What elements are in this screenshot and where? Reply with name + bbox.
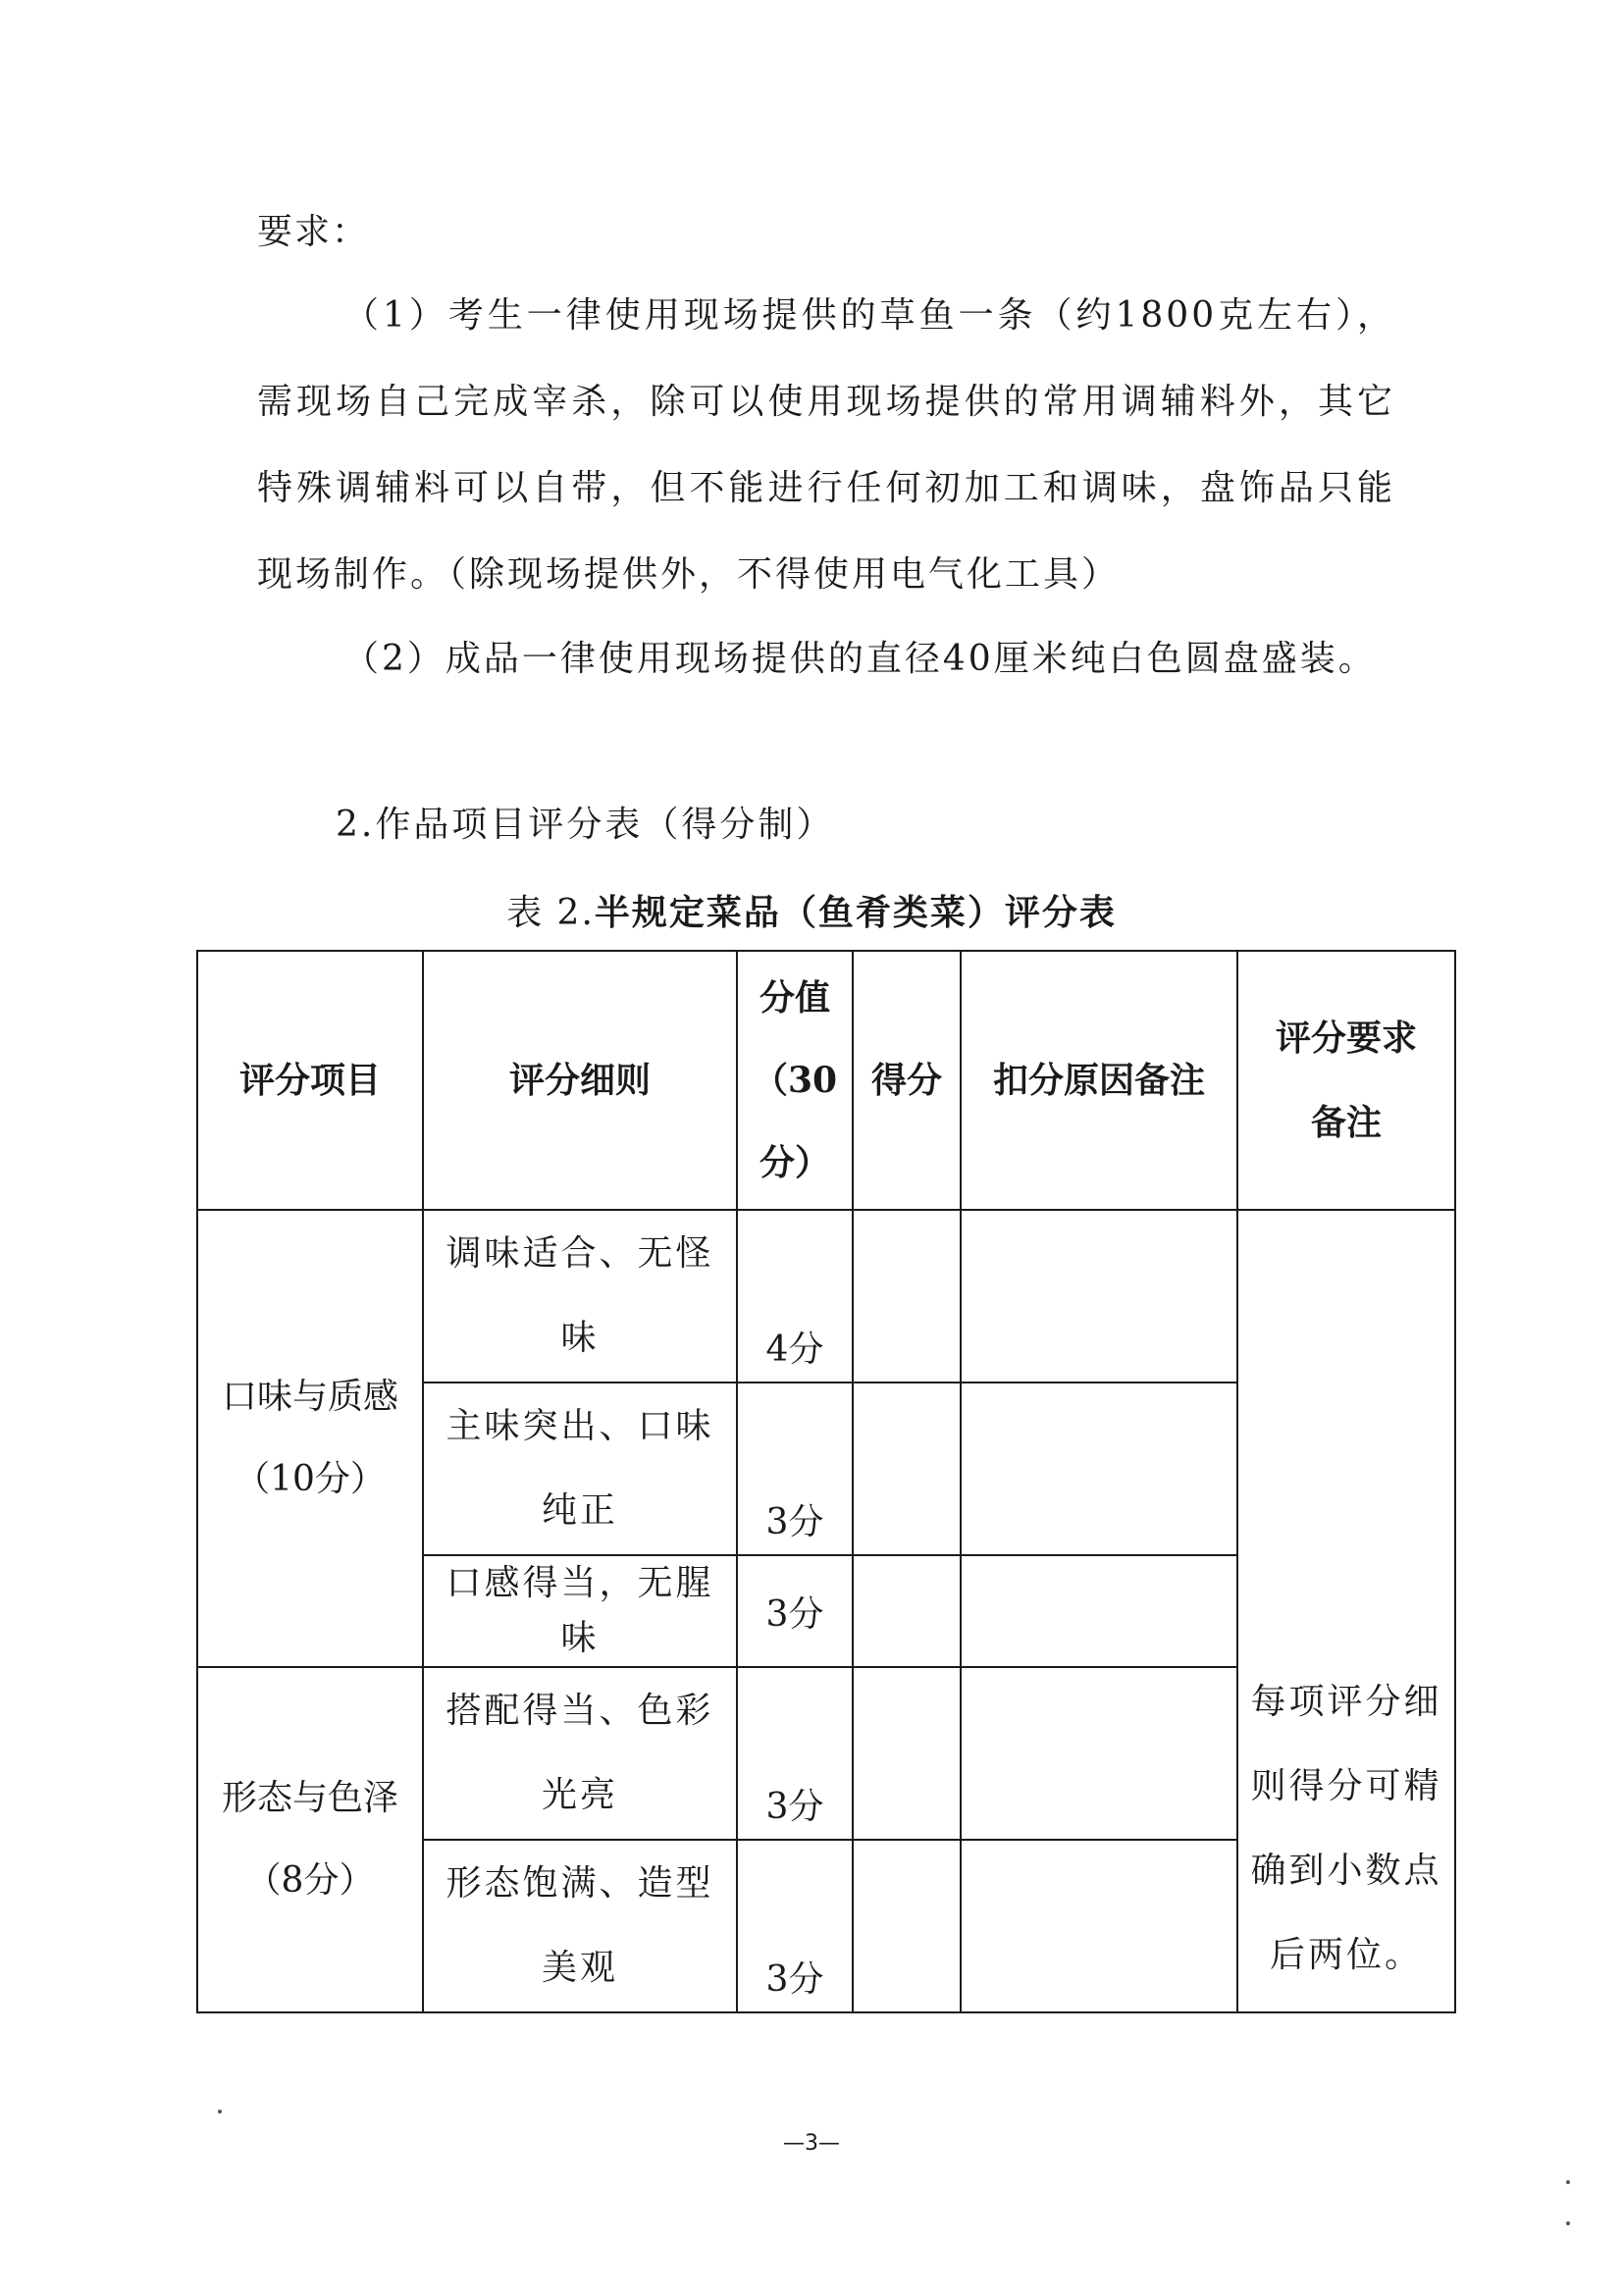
deduction-cell [961,1667,1237,1840]
deduction-cell [961,1555,1237,1667]
scan-speck [1566,2221,1570,2225]
detail-cell: 口感得当，无腥味 [423,1555,737,1667]
detail-cell: 调味适合、无怪味 [423,1210,737,1383]
got-score-cell [853,1555,961,1667]
group-item-appearance: 形态与色泽 （8分） [197,1667,423,2012]
header-score-value: 分值 （30 分） [737,951,853,1210]
requirement-item-2: （2）成品一律使用现场提供的直径40厘米纯白色圆盘盛装。 [343,639,1377,679]
requirement-item-1: （1）考生一律使用现场提供的草鱼一条（约1800克左右），需现场自己完成宰杀，除可以使用现场提供的常用调辅料外，其它特殊调辅料可以自带，但不能进行任何初加工和调味，盘饰品只能现场制作。（除现场提供外，不得使用电气化工具） [257,295,1395,595]
table-caption [0,885,1623,935]
group-item-taste: 口味与质感 （10分） [197,1210,423,1667]
table-caption-title: 半规定菜品（鱼肴类菜）评分表 [594,892,1117,933]
header-got-score: 得分 [853,951,961,1210]
detail-cell: 形态饱满、造型美观 [423,1840,737,2012]
requirement-note-cell: 每项评分细则得分可精确到小数点后两位。 [1237,1210,1455,2012]
detail-cell: 搭配得当、色彩光亮 [423,1667,737,1840]
header-detail: 评分细则 [423,951,737,1210]
table-row [197,1210,1455,1383]
scan-speck [218,2110,222,2113]
header-deduction-note: 扣分原因备注 [961,951,1237,1210]
got-score-cell [853,1210,961,1383]
score-cell: 3分 [737,1555,853,1667]
got-score-cell [853,1840,961,2012]
score-cell: 4分 [737,1210,853,1383]
header-requirement-note: 评分要求 备注 [1237,951,1455,1210]
score-cell: 3分 [737,1840,853,2012]
got-score-cell [853,1667,961,1840]
deduction-cell [961,1210,1237,1383]
table-header-row [197,951,1455,1210]
section-title: 2.作品项目评分表（得分制） [336,805,835,845]
requirements-heading: 要求： [257,212,370,252]
deduction-cell [961,1840,1237,2012]
header-item: 评分项目 [197,951,423,1210]
scan-speck [1566,2180,1570,2184]
detail-cell: 主味突出、口味纯正 [423,1383,737,1555]
page-number: —3— [783,2131,840,2156]
scoring-table [196,950,1456,2013]
table-caption-prefix: 表 2. [506,893,595,933]
deduction-cell [961,1383,1237,1555]
score-cell: 3分 [737,1383,853,1555]
score-cell: 3分 [737,1667,853,1840]
got-score-cell [853,1383,961,1555]
